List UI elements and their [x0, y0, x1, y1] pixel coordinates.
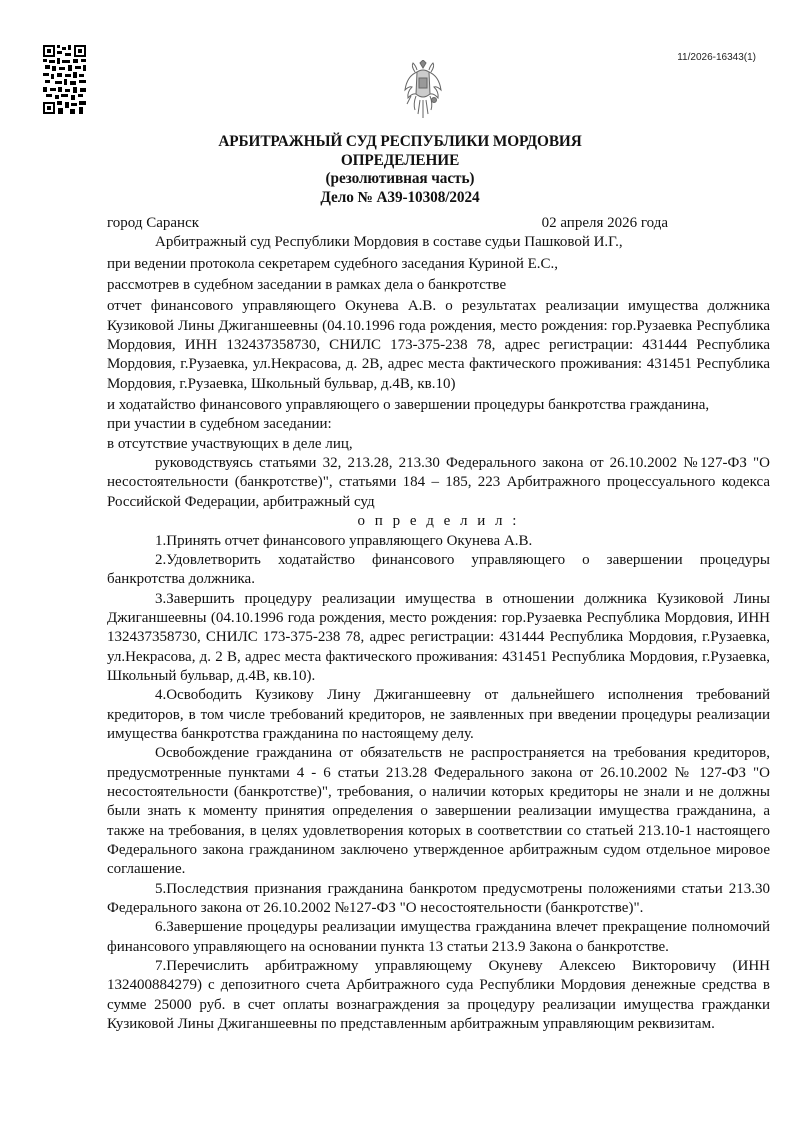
- decision-item: 6.Завершение процедуры реализации имущества гражданина влечет прекращение полномочий финансового управляющего на основании пункта 13 статьи 213.9 Закона о банкротстве.: [107, 919, 770, 955]
- decision-item: 1.Принять отчет финансового управляющего Окунева А.В.: [155, 532, 533, 549]
- decision-item: 5.Последствия признания гражданина банкротом предусмотрены положениями статьи 213.30 Федерального закона от 26.10.2002 №127-ФЗ "О несостоятельности (банкротстве)".: [107, 880, 770, 917]
- decision-item: 7.Перечислить арбитражному управляющему Окуневу Алексею Викторовичу (ИНН 132400884279) с депозитного счета Арбитражного суда Республики Мордовия денежные средства в сумме 25000 руб. в счет оплаты вознаграждения за процедуру реализации имущества гражданки Кузиковой Лины Джиганшеевны по представленным арбитражным управляющим реквизитам.: [107, 958, 770, 1033]
- document-subtitle: (резолютивная часть): [325, 170, 475, 187]
- legal-basis-paragraph: руководствуясь статьями 32, 213.28, 213.30 Федерального закона от 26.10.2002 №127-ФЗ "О несостоятельности (банкротстве)", статьями 184 – 185, 223 Арбитражного процессуального кодекса Российской Федерации, арбитражный суд: [107, 455, 770, 510]
- intro-paragraph: при участии в судебном заседании:: [107, 416, 332, 433]
- court-name: АРБИТРАЖНЫЙ СУД РЕСПУБЛИКИ МОРДОВИЯ: [218, 133, 582, 150]
- intro-paragraph: рассмотрев в судебном заседании в рамках дела о банкротстве: [107, 277, 507, 294]
- qr-code-icon: [43, 45, 86, 114]
- intro-paragraph: при ведении протокола секретарем судебного заседания Куриной Е.С.,: [107, 255, 559, 272]
- decision-item: 2.Удовлетворить ходатайство финансового управляющего о завершении процедуры банкротства должника.: [107, 551, 770, 588]
- place: город Саранск: [107, 215, 200, 231]
- case-number: Дело № А39-10308/2024: [320, 188, 480, 206]
- intro-paragraph: и ходатайство финансового управляющего о завершении процедуры банкротства гражданина,: [107, 397, 710, 414]
- document-header: [0, 133, 800, 207]
- decision-item: 4.Освободить Кузикову Лину Джиганшеевну от дальнейшего исполнения требований кредиторов, в том числе требований кредиторов, не заявленных при введении процедуры реализации имущества банкротства гражданина по настоящему делу.: [107, 687, 770, 742]
- decision-item: 3.Завершить процедуру реализации имущества в отношении должника Кузиковой Лины Джиганшеевны (04.10.1996 года рождения, место рождения: гор.Рузаевка Республика Мордовия, ИНН 132437358730, СНИЛС 173-375-238 78, адрес регистрации: 431444 Республика Мордовия, г.Рузаевка, ул.Некрасова, д. 2 В, адрес места фактического проживания: 431451 Республика Мордовия, г.Рузаевка, Школьный бульвар, д.4В, кв.10).: [107, 590, 770, 684]
- document-type: ОПРЕДЕЛЕНИЕ: [340, 151, 460, 169]
- intro-paragraph: отчет финансового управляющего Окунева А.В. о результатах реализации имущества должника Кузиковой Лины Джиганшеевны (04.10.1996 года рождения, место рождения: гор.Рузаевка Республика Мордовия, ИНН 132437358730, СНИЛС 173-375-238 78, адрес регистрации: 431444 Республика Мордовия, г.Рузаевка, ул.Некрасова, д. 2В, адрес места фактического проживания: 431451 Республика Мордовия, г.Рузаевка, Школьный бульвар, д.4В, кв.10): [107, 298, 770, 392]
- decided-heading: о п р е д е л и л :: [357, 513, 520, 530]
- decision-item: Освобождение гражданина от обязательств не распространяется на требования кредиторов, предусмотренные пунктами 4 - 6 статьи 213.28 Федерального закона от 26.10.2002 № 127-ФЗ "О несостоятельности (банкротстве)", требования, о наличии которых кредиторы не знали и не должны были знать к моменту принятия определения о завершении реализации имущества гражданина, а также на требования, в целях удовлетворения которых в соответствии со статьей 213.10-1 настоящего Федерального закона гражданином заключено утвержденное арбитражным судом отдельное мировое соглашение.: [107, 745, 770, 878]
- intro-paragraph: в отсутствие участвующих в деле лиц,: [107, 435, 353, 452]
- intro-paragraph: Арбитражный суд Республики Мордовия в составе судьи Пашковой И.Г.,: [155, 234, 623, 251]
- date: 02 апреля 2026 года: [541, 215, 668, 231]
- document-number: 11/2026-16343(1): [677, 52, 756, 63]
- place-date-row: [107, 214, 770, 233]
- coat-of-arms-icon: [403, 60, 443, 122]
- document-body: [107, 214, 770, 1034]
